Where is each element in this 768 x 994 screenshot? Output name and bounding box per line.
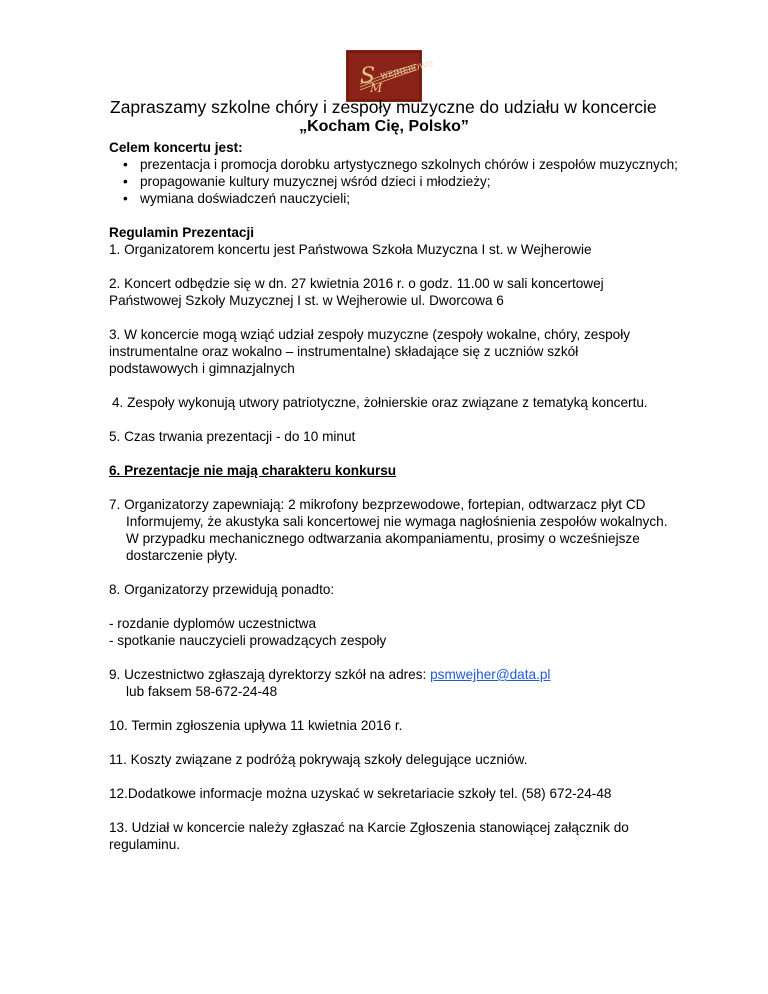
bullet-icon: •: [123, 157, 128, 172]
bullet-icon: •: [123, 191, 128, 206]
rule-2-line-2: Państwowej Szkoły Muzycznej I st. w Wejherowie ul. Dworcowa 6: [109, 293, 504, 308]
goals-list: [109, 156, 709, 207]
goals-heading: Celem koncertu jest:: [109, 140, 243, 155]
rule-13-line-1: 13. Udział w koncercie należy zgłaszać na Karcie Zgłoszenia stanowiącej załącznik do: [109, 820, 629, 835]
rules-heading: Regulamin Prezentacji: [109, 225, 255, 240]
email-link[interactable]: psmwejher@data.pl: [430, 667, 551, 682]
rule-7-line-3: W przypadku mechanicznego odtwarzania akompaniamentu, prosimy o wcześniejsze: [126, 531, 640, 546]
page-title: Zapraszamy szkolne chóry i zespoły muzyczne do udziału w koncercie: [110, 97, 657, 117]
rule-7-line-4: dostarczenie płyty.: [126, 548, 238, 563]
rule-6: 6. Prezentacje nie mają charakteru konkursu: [109, 463, 397, 478]
rule-1: 1. Organizatorem koncertu jest Państwowa Szkoła Muzyczna I st. w Wejherowie: [109, 242, 592, 257]
rule-3-line-3: podstawowych i gimnazjalnych: [109, 361, 295, 376]
logo-place-name: WEJHEROWO: [379, 58, 434, 81]
rule-3-line-2: instrumentalne oraz wokalno – instrumentalne) składające się z uczniów szkół: [109, 344, 579, 359]
rule-13-line-2: regulaminu.: [109, 837, 181, 852]
logo-letter-s: S: [360, 64, 376, 89]
rule-12: 12.Dodatkowe informacje można uzyskać w sekretariacie szkoły tel. (58) 672-24-48: [109, 786, 612, 801]
rule-9-line-2: lub faksem 58-672-24-48: [126, 684, 278, 699]
list-item: • prezentacja i promocja dorobku artystycznego szkolnych chórów i zespołów muzycznych;: [123, 157, 678, 172]
rule-7-line-2: Informujemy, że akustyka sali koncertowej nie wymaga nagłośnienia zespołów wokalnych.: [126, 514, 668, 529]
list-item: • propagowanie kultury muzycznej wśród dzieci i młodzieży;: [123, 174, 491, 189]
list-item: - rozdanie dyplomów uczestnictwa: [109, 616, 317, 631]
rule-9-line-1: 9. Uczestnictwo zgłaszają dyrektorzy szkół na adres: psmwejher@data.pl: [109, 667, 551, 682]
concert-name: „Kocham Cię, Polsko”: [299, 118, 469, 135]
rule-3-line-1: 3. W koncercie mogą wziąć udział zespoły muzyczne (zespoły wokalne, chóry, zespoły: [109, 327, 631, 342]
rule-5: 5. Czas trwania prezentacji - do 10 minut: [109, 429, 356, 444]
rule-10: 10. Termin zgłoszenia upływa 11 kwietnia 2016 r.: [109, 718, 403, 733]
rule-8: 8. Organizatorzy przewidują ponadto:: [109, 582, 335, 597]
school-logo: [346, 50, 434, 102]
rule-7-line-1: 7. Organizatorzy zapewniają: 2 mikrofony bezprzewodowe, fortepian, odtwarzacz płyt CD: [109, 497, 646, 512]
rule-4: 4. Zespoły wykonują utwory patriotyczne, żołnierskie oraz związane z tematyką koncertu.: [112, 395, 648, 410]
list-item: • wymiana doświadczeń nauczycieli;: [123, 191, 351, 206]
list-item: - spotkanie nauczycieli prowadzących zespoły: [109, 633, 387, 648]
rule-2-line-1: 2. Koncert odbędzie się w dn. 27 kwietnia 2016 r. o godz. 11.00 w sali koncertowej: [109, 276, 604, 291]
bullet-icon: •: [123, 174, 128, 189]
document-body: [109, 139, 709, 853]
rule-11: 11. Koszty związane z podróżą pokrywają szkoły delegujące uczniów.: [109, 752, 528, 767]
logo-letter-m: M: [370, 81, 383, 95]
